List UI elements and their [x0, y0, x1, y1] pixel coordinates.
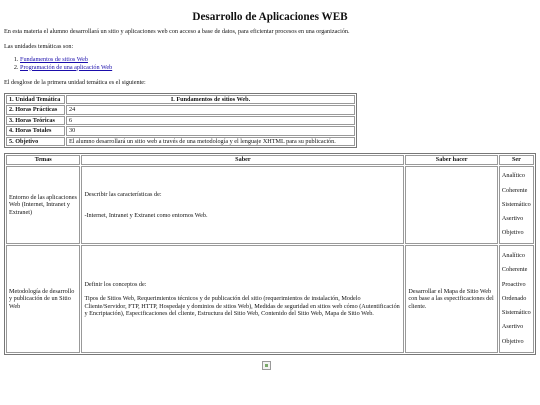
saber-cell — [81, 166, 404, 244]
unit-summary-table — [4, 93, 357, 148]
ser-list — [502, 249, 531, 349]
saber-detail: -Internet, Intranet y Extranet como entornos Web. — [84, 212, 208, 219]
page-title: Desarrollo de Aplicaciones WEB — [192, 11, 348, 23]
table-cell: 3. Horas Teóricas — [6, 116, 65, 125]
table-row — [6, 105, 355, 114]
table-row — [6, 116, 355, 125]
ser-cell — [499, 245, 534, 353]
list-item: Coherente — [501, 186, 528, 194]
list-item — [20, 64, 112, 72]
content-table — [4, 153, 536, 355]
list-item: Ordenado — [501, 294, 527, 302]
intro-paragraph: En esta materia el alumno desarrollará un sitio y aplicaciones web con acceso a base de datos, para eficientar procesos en una organización. — [4, 28, 350, 35]
list-item: Objetivo — [501, 229, 524, 237]
table-cell: 5. Objetivo — [6, 137, 65, 146]
table-cell: 24 — [66, 105, 355, 114]
list-item: Analítico — [501, 251, 525, 259]
list-item — [20, 56, 112, 64]
table-row — [6, 95, 355, 104]
ser-list — [502, 169, 531, 240]
tema-cell: Metodología de desarrollo y publicación de un Sitio Web — [6, 245, 80, 353]
table-header-row — [6, 155, 534, 165]
unit-link-2[interactable]: Programación de una aplicación Web — [20, 63, 113, 71]
table-cell: 4. Horas Totales — [6, 126, 65, 135]
column-header: Ser — [499, 155, 534, 165]
saber-hacer-cell: Desarrollar el Mapa de Sitio Web con base a las especificaciones del cliente. — [405, 245, 498, 353]
saber-intro: Definir los conceptos de: — [84, 280, 147, 288]
table-cell: 2. Horas Prácticas — [6, 105, 65, 114]
ser-cell — [499, 166, 534, 244]
units-list — [4, 56, 112, 71]
list-item: Analítico — [501, 172, 525, 180]
table-cell: 30 — [66, 126, 355, 135]
unit-link-1[interactable]: Fundamentos de sitios Web — [20, 56, 88, 63]
column-header: Saber — [81, 155, 404, 165]
broken-image-icon — [262, 361, 271, 370]
list-item: Coherente — [501, 266, 528, 274]
list-item: Sistemático — [501, 200, 531, 208]
saber-intro: Describir las características de: — [84, 190, 162, 198]
saber-hacer-cell — [405, 166, 498, 244]
table-row — [6, 166, 534, 244]
table-cell: I. Fundamentos de sitios Web. — [66, 95, 355, 104]
saber-detail: Tipos de Sitios Web, Requerimientos técnicos y de publicación del sitio (requerimientos de instalación, Modelo Cliente/Servidor, FTP, HTTP, Hospedaje y dominios de sitios Web), Medidas de seguridad en sitios web cómo (Autentificación y Encriptación), Especificaciones del cliente, Estructura del Sitio Web, Contenido del Sitio Web, Mapa de Sitio Web. — [84, 295, 400, 317]
saber-cell — [81, 245, 404, 353]
breakdown-lead-text: El desglose de la primera unidad temática es el siguiente: — [4, 79, 146, 86]
list-item: Objetivo — [501, 337, 524, 345]
table-cell: 6 — [66, 116, 355, 125]
table-cell: 1. Unidad Temática — [6, 95, 65, 104]
column-header: Temas — [6, 155, 80, 165]
list-item: Proactivo — [501, 280, 526, 288]
units-lead-text: Las unidades temáticas son: — [4, 43, 74, 50]
list-item: Asertivo — [501, 215, 524, 223]
table-row — [6, 126, 355, 135]
list-item: Sistemático — [501, 309, 531, 317]
document-page — [4, 0, 536, 345]
tema-cell: Entorno de las aplicaciones Web (Internet, Intranet y Extranet) — [6, 166, 80, 244]
list-item: Asertivo — [501, 323, 524, 331]
table-row — [6, 245, 534, 353]
column-header: Saber hacer — [405, 155, 498, 165]
table-row — [6, 137, 355, 146]
table-cell: El alumno desarrollará un sitio web a través de una metodología y el lenguaje XHTML para su publicación. — [66, 137, 355, 146]
